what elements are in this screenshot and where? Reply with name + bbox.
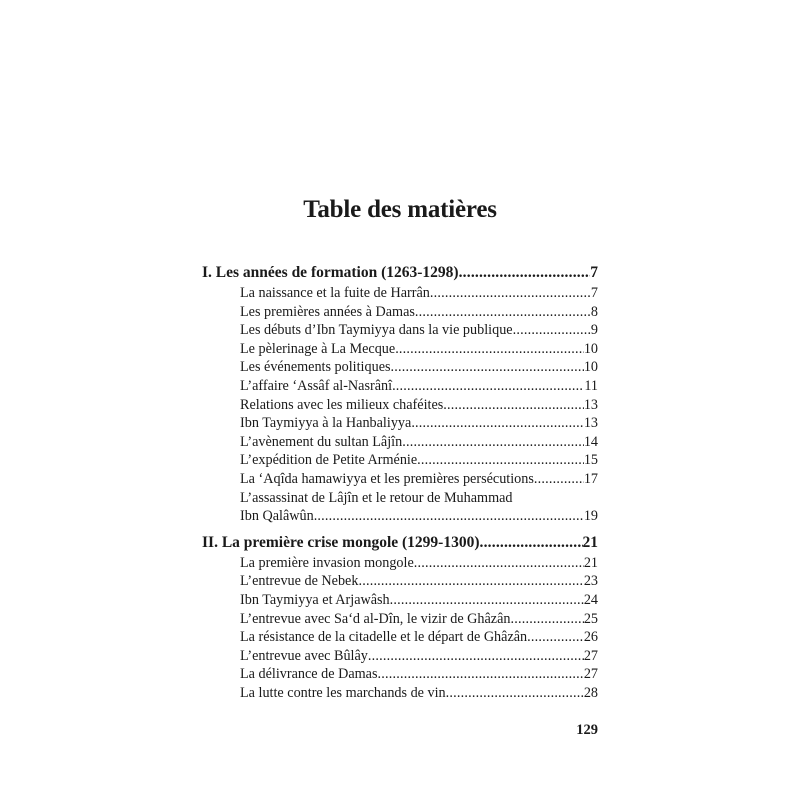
page-number: 129 (576, 722, 598, 738)
toc-entry (202, 628, 598, 647)
dot-leader (368, 647, 584, 666)
toc-entry (202, 665, 598, 684)
toc-entry-page: 19 (583, 508, 598, 525)
toc-entry (202, 610, 598, 629)
toc-entry-page: 13 (583, 396, 598, 413)
toc-entry (202, 470, 598, 489)
dot-leader (511, 610, 584, 629)
toc-section-page: 21 (582, 533, 598, 551)
toc-entry (202, 284, 598, 303)
toc-entry (202, 414, 598, 433)
dot-leader (480, 532, 583, 554)
toc-entry-label: La ‘Aqîda hamawiyya et les premières persécutions (240, 470, 534, 487)
dot-leader (314, 507, 584, 526)
toc-entry-page: 15 (583, 452, 598, 469)
toc-entry (202, 433, 598, 452)
toc-entry-label: Les événements politiques (240, 359, 391, 376)
toc-entry-label: Ibn Taymiyya et Arjawâsh (240, 591, 390, 608)
toc-entry-page: 27 (583, 647, 598, 664)
dot-leader (392, 377, 584, 396)
toc-entry-page: 23 (583, 573, 598, 590)
toc-entry-page: 24 (583, 591, 598, 608)
toc-entry-label: La délivrance de Damas (240, 666, 378, 683)
toc-entry (202, 684, 598, 703)
toc-entry-page: 17 (583, 470, 598, 487)
toc-entry (202, 451, 598, 470)
toc-entry-label: L’entrevue avec Sa‘d al-Dîn, le vizir de Ghâzân (240, 610, 511, 627)
toc-entry-page: 10 (583, 359, 598, 376)
toc-entry-label: Les débuts d’Ibn Taymiyya dans la vie publique (240, 322, 513, 339)
toc-entry-label: La naissance et la fuite de Harrân (240, 285, 430, 301)
toc-entry-page: 8 (590, 303, 598, 320)
toc-entry (202, 396, 598, 415)
toc-entry-page: 28 (583, 684, 598, 701)
toc-section-label: II. La première crise mongole (1299-1300) (202, 533, 480, 551)
toc-entry (202, 572, 598, 591)
dot-leader (377, 665, 583, 684)
toc-section-label: I. Les années de formation (1263-1298) (202, 264, 459, 281)
toc-entry-label: L’avènement du sultan Lâjîn (240, 433, 403, 450)
page-title: Table des matières (303, 196, 497, 223)
toc-entry-label: La première invasion mongole (240, 554, 414, 571)
toc-entry-page: 10 (583, 340, 598, 357)
dot-leader (430, 284, 591, 303)
toc-entry-page: 25 (583, 610, 598, 627)
toc-entry-continuation (202, 507, 598, 526)
toc-entry-page: 9 (590, 322, 598, 339)
toc-section-heading (202, 262, 598, 284)
dot-leader (395, 340, 584, 359)
toc-entry-page: 14 (583, 433, 598, 450)
toc-entry-label: L’affaire ‘Assâf al-Nasrânî (240, 377, 393, 394)
toc-section-page: 7 (590, 264, 598, 281)
toc-entry-page: 11 (584, 377, 598, 394)
toc-entry (202, 377, 598, 396)
toc-entry-label: La lutte contre les marchands de vin (240, 684, 446, 701)
dot-leader (534, 470, 584, 489)
toc-section (202, 532, 598, 703)
toc-entry-page: 7 (590, 285, 598, 301)
toc-entry-label: La résistance de la citadelle et le départ de Ghâzân (240, 629, 528, 646)
toc-section-heading (202, 532, 598, 554)
toc-entry (202, 321, 598, 340)
toc-entry-page: 13 (583, 415, 598, 432)
toc-entry-label: L’entrevue de Nebek (240, 573, 359, 590)
toc-entry (202, 647, 598, 666)
dot-leader (390, 591, 584, 610)
toc-entry-page: 26 (583, 629, 598, 646)
toc-entry-label: L’expédition de Petite Arménie (240, 452, 418, 469)
toc-entry-label: L’assassinat de Lâjîn et le retour de Muhammad (240, 489, 513, 506)
toc-section (202, 262, 598, 526)
toc-entry-label: L’entrevue avec Bûlây (240, 647, 368, 664)
toc-entry (202, 554, 598, 573)
toc-entry (202, 591, 598, 610)
toc-entry-page: 21 (583, 554, 598, 571)
dot-leader (446, 684, 584, 703)
toc-entry (202, 489, 598, 508)
dot-leader (513, 321, 591, 340)
dot-leader (402, 433, 584, 452)
dot-leader (417, 451, 584, 470)
toc-entry (202, 340, 598, 359)
table-of-contents (202, 262, 598, 708)
dot-leader (414, 554, 584, 573)
dot-leader (411, 414, 584, 433)
toc-entry (202, 303, 598, 322)
dot-leader (459, 262, 591, 284)
toc-entry-label: Les premières années à Damas (240, 303, 415, 320)
dot-leader (527, 628, 584, 647)
toc-entry-label: Le pèlerinage à La Mecque (240, 340, 396, 357)
toc-entry-label: Ibn Taymiyya à la Hanbaliyya (240, 415, 412, 432)
dot-leader (358, 572, 583, 591)
dot-leader (443, 396, 584, 415)
toc-entry-page: 27 (583, 666, 598, 683)
toc-entry-label-continued: Ibn Qalâwûn (240, 508, 314, 525)
toc-entry-label: Relations avec les milieux chaféites (240, 396, 444, 413)
dot-leader (415, 303, 591, 322)
dot-leader (391, 358, 584, 377)
toc-entry (202, 358, 598, 377)
